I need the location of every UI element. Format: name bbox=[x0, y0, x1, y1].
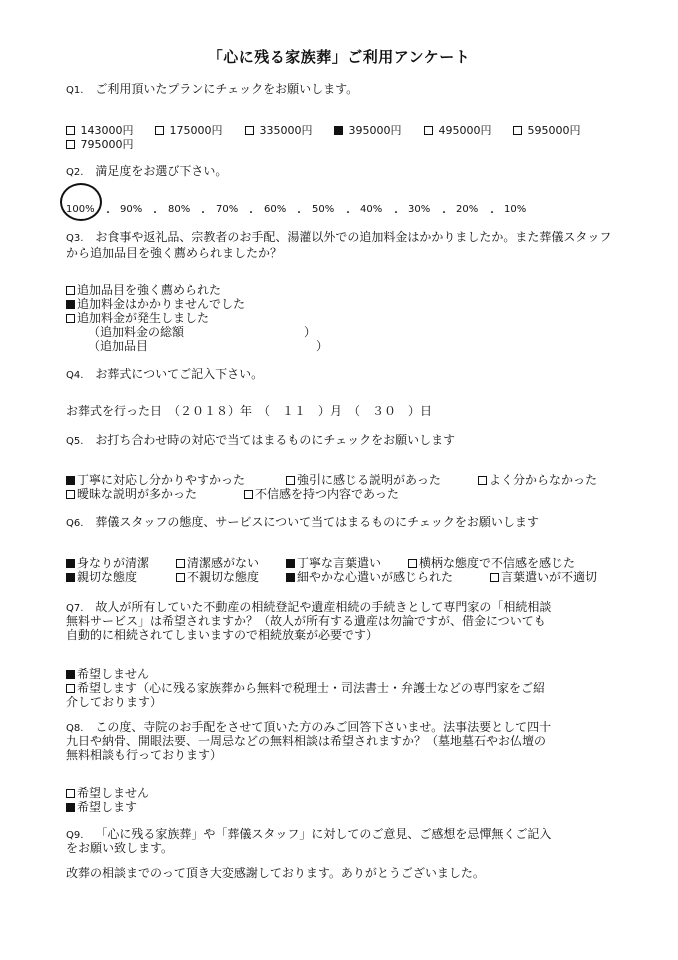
q4-answer: お葬式を行った日 （２０１８）年 （ １１ ）月 （ ３０ ）日 bbox=[66, 404, 433, 418]
plan-option-5[interactable]: 495000円 bbox=[424, 124, 492, 138]
checked-box-icon bbox=[286, 573, 295, 582]
q6-option-unkind[interactable]: 不親切な態度 bbox=[176, 570, 286, 585]
q6-row-2 bbox=[66, 570, 597, 585]
page-title: 「心に残る家族葬」ご利用アンケート bbox=[207, 48, 471, 66]
scale-separator: ・ bbox=[246, 208, 256, 219]
q6-number: Q6. bbox=[66, 518, 84, 529]
checkbox-icon bbox=[176, 559, 185, 568]
scale-100[interactable]: 100% bbox=[66, 204, 95, 215]
scale-separator: ・ bbox=[439, 208, 449, 219]
scale-20[interactable]: 20% bbox=[456, 204, 479, 215]
checkbox-icon bbox=[66, 314, 75, 323]
q8-option-yes[interactable]: 希望します bbox=[66, 800, 137, 815]
q6-option-considerate[interactable]: 細やかな心遣いが感じられた bbox=[286, 570, 490, 585]
scale-separator: ・ bbox=[487, 208, 497, 219]
scale-50[interactable]: 50% bbox=[312, 204, 335, 215]
checked-box-icon bbox=[66, 803, 75, 812]
checkbox-icon bbox=[490, 573, 499, 582]
q7-question-line-3: 自動的に相続されてしまいますので相続放棄が必要です） bbox=[66, 628, 379, 642]
plan-option-1[interactable]: 143000円 bbox=[66, 124, 134, 138]
scale-70[interactable]: 70% bbox=[216, 204, 239, 215]
checked-box-icon bbox=[334, 126, 343, 135]
checkbox-icon bbox=[513, 126, 522, 135]
q7-option-no[interactable]: 希望しません bbox=[66, 667, 149, 682]
plan-option-2[interactable]: 175000円 bbox=[155, 124, 223, 138]
plan-option-6[interactable]: 595000円 bbox=[513, 124, 581, 138]
q9-question-line-1: Q9. 「心に残る家族葬」や「葬儀スタッフ」に対してのご意見、ご感想を忌憚無くご記入 bbox=[66, 827, 552, 841]
checkbox-icon bbox=[478, 476, 487, 485]
q5-number: Q5. bbox=[66, 436, 84, 447]
q7-number: Q7. bbox=[66, 603, 84, 614]
scale-separator: ・ bbox=[391, 208, 401, 219]
q3-option-1[interactable]: 追加品目を強く薦められた bbox=[66, 283, 221, 298]
q1-text: ご利用頂いたプランにチェックをお願いします。 bbox=[95, 82, 359, 96]
plan-option-4[interactable]: 395000円 bbox=[334, 124, 402, 138]
checked-box-icon bbox=[66, 476, 75, 485]
checkbox-icon bbox=[66, 126, 75, 135]
q6-option-inappropriate[interactable]: 言葉遣いが不適切 bbox=[490, 570, 597, 585]
q2-number: Q2. bbox=[66, 167, 84, 178]
selected-circle-icon bbox=[60, 183, 102, 221]
scale-separator: ・ bbox=[103, 208, 113, 219]
q8-option-no[interactable]: 希望しません bbox=[66, 786, 149, 801]
q3-number: Q3. bbox=[66, 233, 84, 244]
checkbox-icon bbox=[408, 559, 417, 568]
q3-text: お食事や返礼品、宗教者のお手配、湯灌以外での追加料金はかかりましたか。また葬儀スタッフから追加品目を強く薦められましたか？ bbox=[66, 230, 612, 260]
q5-text: お打ち合わせ時の対応で当てはまるものにチェックをお願いします bbox=[95, 433, 456, 447]
q2-text: 満足度をお選び下さい。 bbox=[95, 164, 228, 178]
scale-separator: ・ bbox=[343, 208, 353, 219]
scale-separator: ・ bbox=[198, 208, 208, 219]
q5-option-distrust[interactable]: 不信感を持つ内容であった bbox=[244, 487, 399, 502]
scale-80[interactable]: 80% bbox=[168, 204, 191, 215]
q4-text: お葬式についてご記入下さい。 bbox=[95, 367, 264, 381]
checked-box-icon bbox=[66, 573, 75, 582]
q5-row-2 bbox=[66, 487, 399, 502]
q7-question-line-1: Q7. 故人が所有していた不動産の相続登記や遺産相続の手続きとして専門家の「相続相談 bbox=[66, 600, 552, 614]
q3-question bbox=[66, 230, 614, 261]
checked-box-icon bbox=[66, 300, 75, 309]
plan-option-3[interactable]: 335000円 bbox=[245, 124, 313, 138]
q4-question bbox=[66, 367, 263, 383]
q1-question bbox=[66, 82, 358, 98]
q8-question-line-3: 無料相談も行っております） bbox=[66, 748, 223, 762]
q6-option-clean[interactable]: 身なりが清潔 bbox=[66, 556, 176, 571]
q8-number: Q8. bbox=[66, 723, 84, 734]
scale-10[interactable]: 10% bbox=[504, 204, 527, 215]
scale-30[interactable]: 30% bbox=[408, 204, 431, 215]
checked-box-icon bbox=[66, 670, 75, 679]
checkbox-icon bbox=[155, 126, 164, 135]
q3-detail-total: （追加料金の総額 ） bbox=[88, 325, 317, 339]
scale-90[interactable]: 90% bbox=[120, 204, 143, 215]
q5-row-1 bbox=[66, 473, 597, 488]
q5-question bbox=[66, 433, 455, 449]
q7-question-line-2: 無料サービス」は希望されますか？（故人が所有する遺産は勿論ですが、借金についても bbox=[66, 614, 546, 628]
checkbox-icon bbox=[66, 789, 75, 798]
q3-option-2[interactable]: 追加料金はかかりませんでした bbox=[66, 297, 245, 312]
q7-option-yes-cont: 介しております） bbox=[66, 695, 163, 709]
checked-box-icon bbox=[286, 559, 295, 568]
q6-question bbox=[66, 515, 539, 531]
checkbox-icon bbox=[66, 684, 75, 693]
scale-60[interactable]: 60% bbox=[264, 204, 287, 215]
q5-option-vague[interactable]: 曖昧な説明が多かった bbox=[66, 487, 244, 502]
q6-option-unclean[interactable]: 清潔感がない bbox=[176, 556, 286, 571]
q6-option-arrogant[interactable]: 横柄な態度で不信感を感じた bbox=[408, 556, 575, 571]
checkbox-icon bbox=[244, 490, 253, 499]
checkbox-icon bbox=[66, 490, 75, 499]
q8-question-line-1: Q8. この度、寺院のお手配をさせて頂いた方のみご回答下さいませ。法事法要として四十 bbox=[66, 720, 552, 734]
checkbox-icon bbox=[286, 476, 295, 485]
q4-number: Q4. bbox=[66, 370, 84, 381]
q5-option-clear[interactable]: 丁寧に対応し分かりやすかった bbox=[66, 473, 286, 488]
checkbox-icon bbox=[176, 573, 185, 582]
checkbox-icon bbox=[245, 126, 254, 135]
q5-option-unclear[interactable]: よく分からなかった bbox=[478, 473, 597, 488]
scale-40[interactable]: 40% bbox=[360, 204, 383, 215]
plan-option-7[interactable]: 795000円 bbox=[66, 138, 134, 152]
q6-row-1 bbox=[66, 556, 575, 571]
q3-option-3[interactable]: 追加料金が発生しました bbox=[66, 311, 209, 326]
q5-option-pushy[interactable]: 強引に感じる説明があった bbox=[286, 473, 478, 488]
checkbox-icon bbox=[424, 126, 433, 135]
q3-detail-items: （追加品目 ） bbox=[88, 339, 329, 353]
checked-box-icon bbox=[66, 559, 75, 568]
checkbox-icon bbox=[66, 140, 75, 149]
q6-option-polite[interactable]: 丁寧な言葉遣い bbox=[286, 556, 408, 571]
q9-number: Q9. bbox=[66, 830, 84, 841]
q8-question-line-2: 九日や納骨、開眼法要、一周忌などの無料相談は希望されますか？（墓地墓石やお仏壇の bbox=[66, 734, 547, 748]
q1-number: Q1. bbox=[66, 85, 84, 96]
q6-text: 葬儀スタッフの態度、サービスについて当てはまるものにチェックをお願いします bbox=[95, 515, 539, 529]
q6-option-kind[interactable]: 親切な態度 bbox=[66, 570, 176, 585]
q2-question bbox=[66, 164, 227, 180]
scale-separator: ・ bbox=[294, 208, 304, 219]
scale-separator: ・ bbox=[150, 208, 160, 219]
q7-option-yes[interactable]: 希望します（心に残る家族葬から無料で税理士・司法書士・弁護士などの専門家をご紹 bbox=[66, 681, 545, 696]
q9-answer: 改葬の相談までのって頂き大変感謝しております。ありがとうございました。 bbox=[66, 866, 485, 880]
q9-question-line-2: をお願い致します。 bbox=[66, 841, 174, 855]
checkbox-icon bbox=[66, 286, 75, 295]
